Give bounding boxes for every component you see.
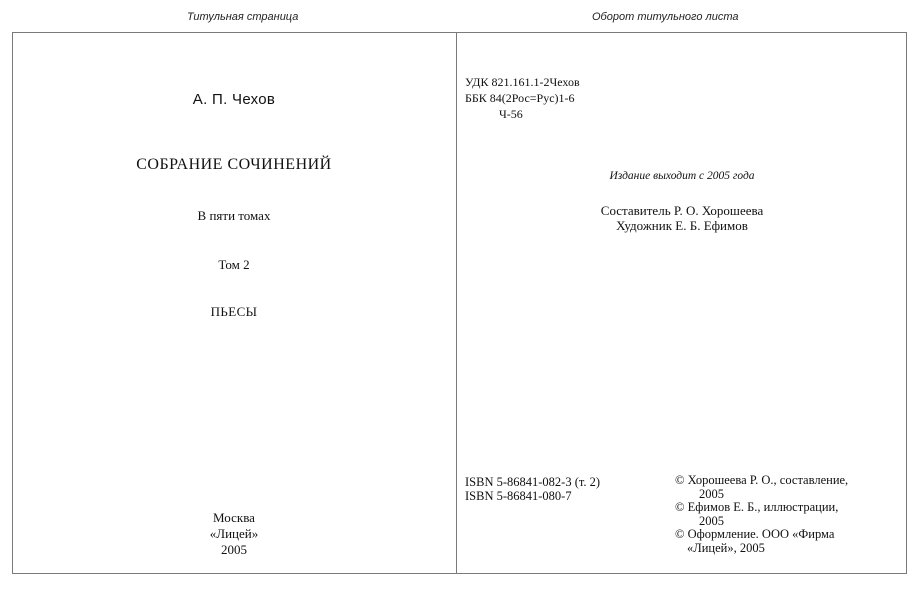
bbk-code: ББК 84(2Рос=Рус)1-6 bbox=[465, 91, 575, 105]
copyright-line: «Лицей», 2005 bbox=[687, 540, 765, 555]
publication-since: Издание выходит с 2005 года bbox=[609, 170, 755, 182]
title-page-caption: Титульная страница bbox=[187, 11, 299, 23]
isbn-block bbox=[465, 475, 600, 503]
copyright-block bbox=[675, 474, 848, 555]
copyright-line: © Ефимов Е. Б., иллюстрации, bbox=[675, 500, 839, 514]
classification-block bbox=[465, 74, 580, 122]
volume-number: Том 2 bbox=[218, 257, 250, 272]
author-sign: Ч-56 bbox=[499, 107, 523, 121]
copyright-line: 2005 bbox=[699, 486, 724, 501]
isbn-volume: ISBN 5-86841-082-3 (т. 2) bbox=[465, 475, 601, 489]
credits-block bbox=[457, 203, 907, 233]
verso-page bbox=[457, 32, 907, 574]
volumes-count: В пяти томах bbox=[197, 208, 271, 223]
verso-page-caption: Оборот титульного листа bbox=[592, 11, 739, 23]
artist-credit: Художник Е. Б. Ефимов bbox=[616, 218, 748, 233]
author-name: А. П. Чехов bbox=[192, 91, 276, 108]
imprint-city: Москва bbox=[213, 510, 255, 525]
copyright-line: © Оформление. ООО «Фирма bbox=[675, 527, 835, 541]
isbn-set: ISBN 5-86841-080-7 bbox=[465, 489, 572, 503]
volume-genre: ПЬЕСЫ bbox=[210, 304, 258, 319]
copyright-line: 2005 bbox=[699, 513, 724, 528]
imprint-year: 2005 bbox=[221, 542, 247, 557]
collection-title: СОБРАНИЕ СОЧИНЕНИЙ bbox=[136, 156, 332, 173]
imprint bbox=[12, 510, 456, 558]
compiler-credit: Составитель Р. О. Хорошеева bbox=[600, 203, 764, 218]
imprint-publisher: «Лицей» bbox=[209, 526, 259, 541]
udk-code: УДК 821.161.1-2Чехов bbox=[465, 75, 580, 89]
title-page bbox=[12, 32, 456, 574]
copyright-line: © Хорошеева Р. О., составление, bbox=[675, 473, 849, 487]
